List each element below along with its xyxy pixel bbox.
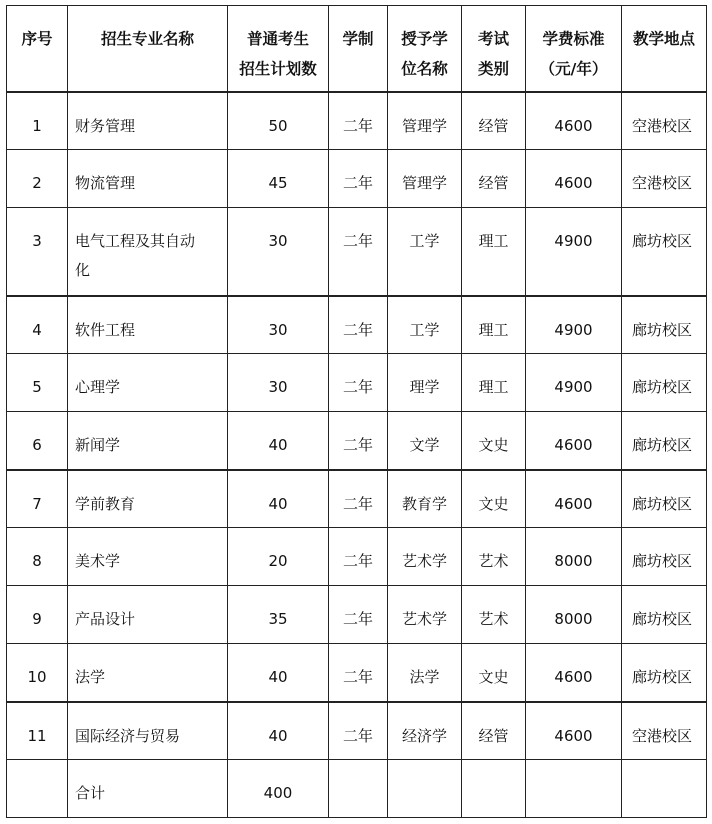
- table-row: [7, 586, 707, 644]
- cell-fee: [526, 760, 622, 818]
- cell-fee: 8000: [526, 586, 622, 644]
- cell-major: 法学: [68, 644, 228, 702]
- cell-duration: 二年: [329, 702, 388, 760]
- table-row: [7, 412, 707, 470]
- cell-location: 廊坊校区: [622, 644, 707, 702]
- cell-major: 财务管理: [68, 92, 228, 150]
- cell-duration: 二年: [329, 412, 388, 470]
- cell-location: 廊坊校区: [622, 296, 707, 354]
- cell-duration: 二年: [329, 470, 388, 528]
- cell-exam: 艺术: [462, 528, 526, 586]
- cell-index: 11: [7, 702, 68, 760]
- cell-plan: 30: [228, 354, 329, 412]
- cell-degree: 文学: [388, 412, 462, 470]
- cell-fee: 4600: [526, 92, 622, 150]
- header-fee: 学费标准 （元/年）: [526, 6, 622, 92]
- cell-fee: 8000: [526, 528, 622, 586]
- cell-fee: 4600: [526, 702, 622, 760]
- cell-fee: 4600: [526, 150, 622, 208]
- cell-degree: 经济学: [388, 702, 462, 760]
- cell-location: 空港校区: [622, 702, 707, 760]
- cell-index: 10: [7, 644, 68, 702]
- total-row: [7, 760, 707, 818]
- header-exam: 考试 类别: [462, 6, 526, 92]
- cell-duration: [329, 760, 388, 818]
- cell-plan: 40: [228, 644, 329, 702]
- enrollment-table: [6, 5, 707, 818]
- cell-plan: 35: [228, 586, 329, 644]
- cell-index: [7, 760, 68, 818]
- cell-index: 4: [7, 296, 68, 354]
- cell-major: 物流管理: [68, 150, 228, 208]
- cell-index: 2: [7, 150, 68, 208]
- cell-exam: 理工: [462, 208, 526, 296]
- cell-degree: 艺术学: [388, 586, 462, 644]
- cell-degree: 教育学: [388, 470, 462, 528]
- cell-duration: 二年: [329, 150, 388, 208]
- total-label: 合计: [68, 760, 228, 818]
- cell-location: 空港校区: [622, 150, 707, 208]
- cell-duration: 二年: [329, 528, 388, 586]
- cell-index: 7: [7, 470, 68, 528]
- cell-fee: 4900: [526, 354, 622, 412]
- cell-duration: 二年: [329, 354, 388, 412]
- cell-major: 产品设计: [68, 586, 228, 644]
- cell-index: 6: [7, 412, 68, 470]
- table-row: [7, 528, 707, 586]
- cell-degree: 工学: [388, 208, 462, 296]
- cell-major: 心理学: [68, 354, 228, 412]
- cell-duration: 二年: [329, 586, 388, 644]
- cell-plan: 40: [228, 412, 329, 470]
- cell-plan: 40: [228, 702, 329, 760]
- cell-index: 9: [7, 586, 68, 644]
- cell-location: 廊坊校区: [622, 586, 707, 644]
- header-location: 教学地点: [622, 6, 707, 92]
- cell-fee: 4900: [526, 208, 622, 296]
- cell-exam: 理工: [462, 296, 526, 354]
- header-row: [7, 6, 707, 92]
- cell-plan: 20: [228, 528, 329, 586]
- table-row: [7, 208, 707, 296]
- header-degree: 授予学 位名称: [388, 6, 462, 92]
- cell-duration: 二年: [329, 208, 388, 296]
- cell-plan: 40: [228, 470, 329, 528]
- cell-index: 5: [7, 354, 68, 412]
- cell-index: 1: [7, 92, 68, 150]
- cell-fee: 4600: [526, 644, 622, 702]
- cell-exam: 文史: [462, 412, 526, 470]
- cell-fee: 4600: [526, 470, 622, 528]
- table-row: [7, 644, 707, 702]
- cell-exam: 经管: [462, 150, 526, 208]
- cell-degree: 艺术学: [388, 528, 462, 586]
- cell-duration: 二年: [329, 296, 388, 354]
- cell-degree: [388, 760, 462, 818]
- cell-plan: 30: [228, 208, 329, 296]
- cell-exam: 经管: [462, 702, 526, 760]
- cell-fee: 4900: [526, 296, 622, 354]
- cell-degree: 工学: [388, 296, 462, 354]
- cell-major: 美术学: [68, 528, 228, 586]
- cell-exam: 艺术: [462, 586, 526, 644]
- cell-degree: 管理学: [388, 92, 462, 150]
- cell-exam: 文史: [462, 644, 526, 702]
- cell-major: 学前教育: [68, 470, 228, 528]
- cell-fee: 4600: [526, 412, 622, 470]
- header-duration: 学制: [329, 6, 388, 92]
- cell-exam: 理工: [462, 354, 526, 412]
- table-row: [7, 92, 707, 150]
- cell-major: 软件工程: [68, 296, 228, 354]
- cell-location: 空港校区: [622, 92, 707, 150]
- cell-plan: 50: [228, 92, 329, 150]
- cell-major: 电气工程及其自动 化: [68, 208, 228, 296]
- cell-exam: 文史: [462, 470, 526, 528]
- cell-duration: 二年: [329, 92, 388, 150]
- cell-index: 8: [7, 528, 68, 586]
- header-major: 招生专业名称: [68, 6, 228, 92]
- total-plan: 400: [228, 760, 329, 818]
- table-row: [7, 470, 707, 528]
- cell-location: [622, 760, 707, 818]
- cell-exam: 经管: [462, 92, 526, 150]
- cell-location: 廊坊校区: [622, 412, 707, 470]
- cell-location: 廊坊校区: [622, 354, 707, 412]
- table-row: [7, 296, 707, 354]
- cell-exam: [462, 760, 526, 818]
- table-row: [7, 702, 707, 760]
- table-row: [7, 354, 707, 412]
- cell-location: 廊坊校区: [622, 528, 707, 586]
- cell-duration: 二年: [329, 644, 388, 702]
- table-row: [7, 150, 707, 208]
- cell-location: 廊坊校区: [622, 470, 707, 528]
- cell-degree: 法学: [388, 644, 462, 702]
- cell-degree: 理学: [388, 354, 462, 412]
- cell-plan: 45: [228, 150, 329, 208]
- header-plan: 普通考生 招生计划数: [228, 6, 329, 92]
- cell-degree: 管理学: [388, 150, 462, 208]
- cell-index: 3: [7, 208, 68, 296]
- header-index: 序号: [7, 6, 68, 92]
- cell-major: 国际经济与贸易: [68, 702, 228, 760]
- cell-plan: 30: [228, 296, 329, 354]
- cell-location: 廊坊校区: [622, 208, 707, 296]
- cell-major: 新闻学: [68, 412, 228, 470]
